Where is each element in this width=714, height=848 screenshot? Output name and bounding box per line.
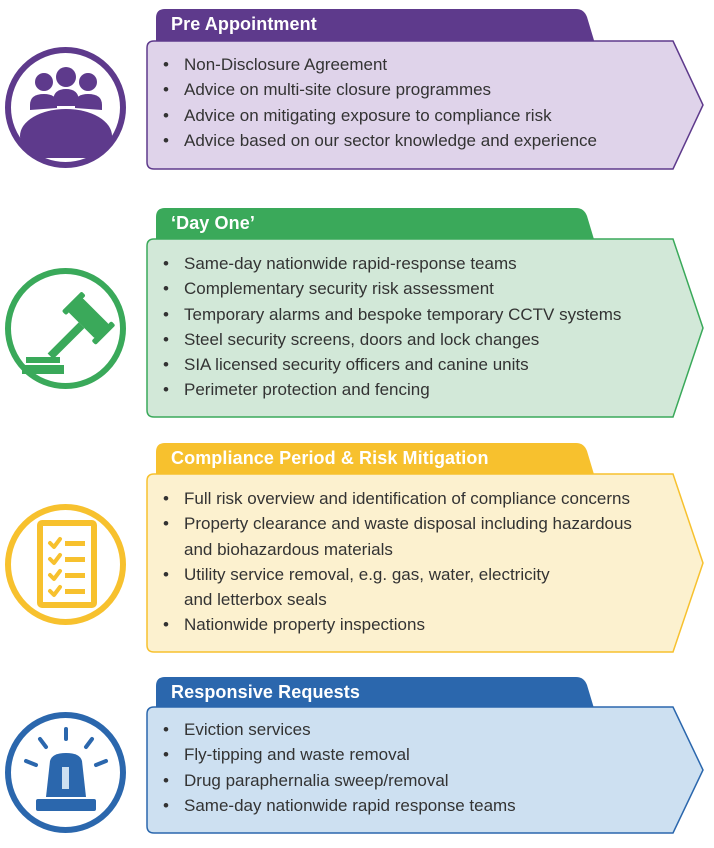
list-item: • SIA licensed security officers and canine units (146, 352, 621, 377)
list-item: • Same-day nationwide rapid response teams (146, 793, 516, 818)
list-item: • Fly-tipping and waste removal (146, 742, 516, 767)
siren-icon (16, 723, 116, 823)
list-item: • Property clearance and waste disposal including hazardous (146, 511, 632, 536)
bullet-list (146, 717, 516, 818)
list-item: • Utility service removal, e.g. gas, water, electricity (146, 562, 632, 587)
list-item: • Advice based on our sector knowledge and experience (146, 128, 597, 153)
list-item: • Non-Disclosure Agreement (146, 52, 597, 77)
list-item-continuation: and letterbox seals (184, 590, 327, 610)
list-item: • Same-day nationwide rapid-response teams (146, 251, 621, 276)
list-item: • Temporary alarms and bespoke temporary CCTV systems (146, 302, 621, 327)
list-item: • Perimeter protection and fencing (146, 377, 621, 402)
list-item: • Advice on multi-site closure programmes (146, 77, 597, 102)
list-item: • Eviction services (146, 717, 516, 742)
section-title: Pre Appointment (171, 14, 317, 34)
section-title: Compliance Period & Risk Mitigation (171, 448, 489, 468)
section-title: Responsive Requests (171, 682, 360, 702)
siren-icon-circle (5, 712, 126, 833)
list-item: • Complementary security risk assessment (146, 276, 621, 301)
list-item: • Steel security screens, doors and lock changes (146, 327, 621, 352)
list-item: • Nationwide property inspections (146, 612, 632, 637)
section-title: ‘Day One’ (171, 213, 255, 233)
section-content-box (146, 706, 706, 834)
list-item: • Drug paraphernalia sweep/removal (146, 768, 516, 793)
list-item: • Full risk overview and identification of compliance concerns (146, 486, 632, 511)
list-item-continuation: and biohazardous materials (184, 539, 393, 559)
list-item: • Advice on mitigating exposure to compliance risk (146, 103, 597, 128)
